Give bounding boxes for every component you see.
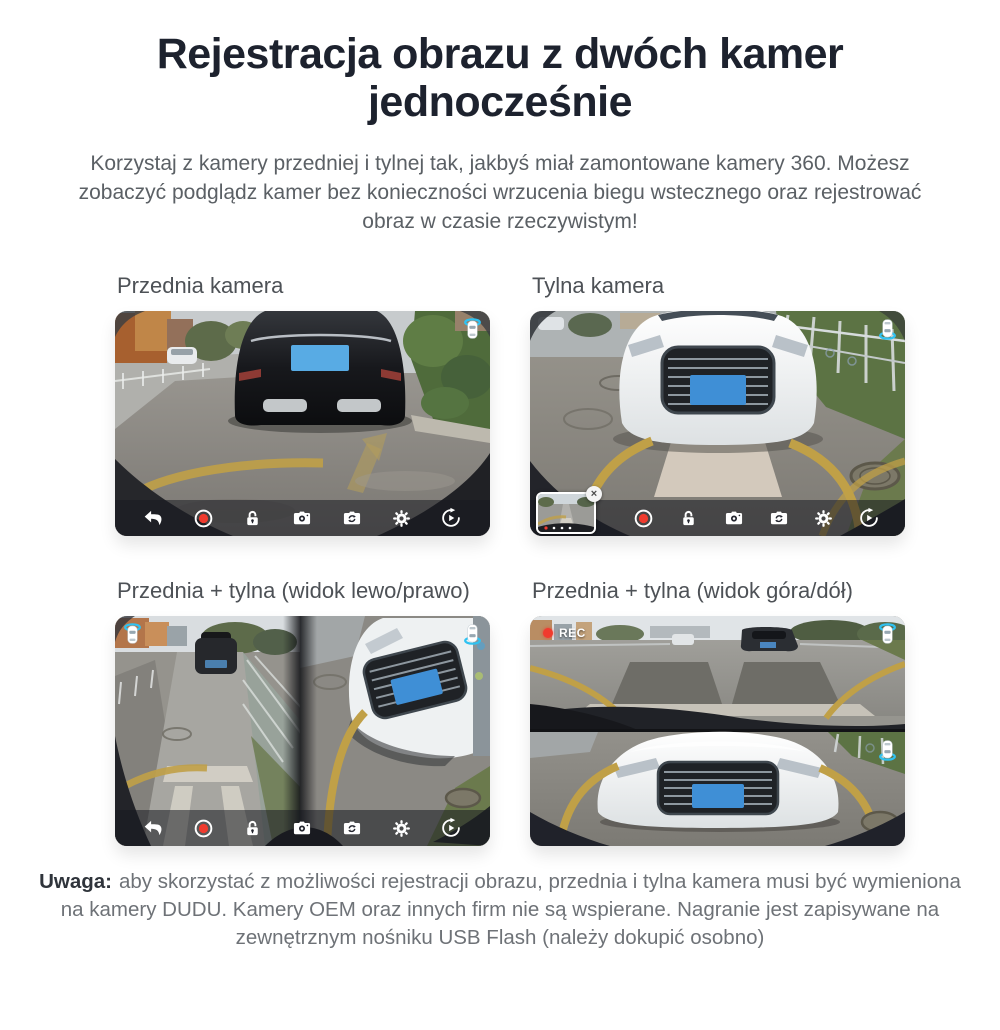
switch-camera-icon (339, 505, 365, 531)
split-tb-screenshot (530, 616, 905, 846)
camera-row-2 (115, 578, 905, 846)
pip-thumbnail (536, 488, 598, 534)
snapshot-icon (721, 505, 747, 531)
record-button-icon (190, 815, 216, 841)
page-title: Rejestracja obrazu z dwóch kamer jednocześnie (156, 30, 844, 127)
rec-indicator (543, 626, 586, 640)
record-button-icon (631, 505, 657, 531)
rec-label: REC (559, 626, 586, 641)
record-button-icon (190, 505, 216, 531)
back-icon (141, 505, 167, 531)
lock-icon (676, 505, 702, 531)
playback-icon (438, 815, 464, 841)
car-sensor-front-icon (879, 622, 896, 646)
note-prefix: Uwaga: (39, 870, 112, 894)
rec-dot-icon (543, 628, 553, 638)
car-sensor-front-icon (124, 622, 141, 646)
camera-row-1 (115, 273, 905, 536)
split-tb-section (530, 578, 905, 846)
split-lr-label: Przednia + tylna (widok lewo/prawo) (117, 578, 470, 604)
snapshot-icon (289, 815, 315, 841)
rear-camera-section (530, 273, 905, 536)
split-lr-section (115, 578, 490, 846)
playback-icon (856, 505, 882, 531)
back-icon (141, 815, 167, 841)
car-sensor-rear-icon (879, 738, 896, 762)
front-camera-section (115, 273, 490, 536)
footer-note (28, 868, 973, 952)
rear-camera-label: Tylna kamera (532, 273, 665, 299)
note-text: aby skorzystać z możliwości rejestracji obrazu, przednia i tylna kamera musi być wymieniona na kamery DUDU. Kamery OEM oraz innych firm nie są wspierane. Nagranie jest zapisywane na zewnętrznym nośniku USB Flash (należy dokupić osobno) (60, 870, 961, 950)
car-sensor-front-icon (464, 317, 481, 341)
intro-paragraph: Korzystaj z kamery przedniej i tylnej tak, jakbyś miał zamontowane kamery 360. Możesz zobaczyć podglądz kamer bez konieczności wrzucenia biegu wstecznego oraz rejestrować obraz w czasie rzeczywistym! (78, 152, 922, 234)
playback-icon (438, 505, 464, 531)
lock-icon (240, 815, 266, 841)
switch-camera-icon (339, 815, 365, 841)
snapshot-icon (289, 505, 315, 531)
pip-photo (538, 494, 594, 532)
rear-camera-screenshot (530, 311, 905, 536)
lock-icon (240, 505, 266, 531)
settings-icon (389, 505, 415, 531)
split-lr-screenshot (115, 616, 490, 846)
camera-toolbar (115, 500, 490, 536)
split-tb-photo (530, 616, 905, 846)
split-tb-label: Przednia + tylna (widok góra/dół) (532, 578, 853, 604)
camera-toolbar (115, 810, 490, 846)
switch-camera-icon (766, 505, 792, 531)
settings-icon (811, 505, 837, 531)
front-camera-screenshot (115, 311, 490, 536)
settings-icon (389, 815, 415, 841)
front-camera-label: Przednia kamera (117, 273, 284, 299)
car-sensor-rear-icon (879, 317, 896, 341)
pip-close-icon: × (586, 486, 602, 502)
car-sensor-rear-icon (464, 622, 481, 646)
